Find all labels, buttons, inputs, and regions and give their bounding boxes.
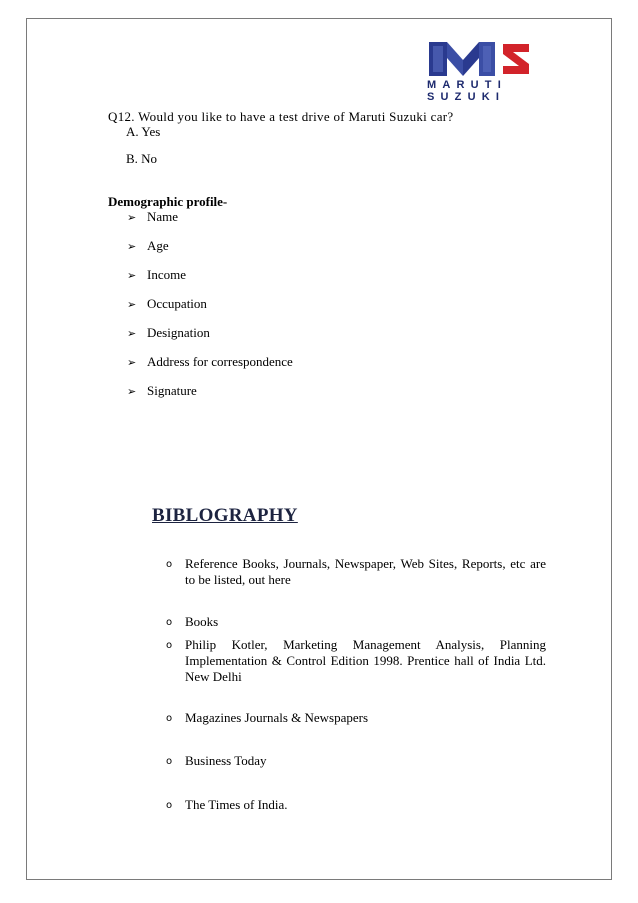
circle-bullet-icon: o xyxy=(166,800,173,811)
circle-bullet-icon: o xyxy=(166,559,173,570)
demographic-item: Occupation xyxy=(147,296,207,311)
arrow-bullet-icon: ➢ xyxy=(127,385,137,398)
demographic-item: Age xyxy=(147,238,169,253)
demographic-heading: Demographic profile- xyxy=(108,194,228,209)
demographic-item: Address for correspondence xyxy=(147,354,293,369)
logo-text-maruti: MARUTI xyxy=(427,79,507,91)
maruti-suzuki-emblem-icon xyxy=(425,40,535,78)
question-option-a: A. Yes xyxy=(126,124,161,139)
arrow-bullet-icon: ➢ xyxy=(127,298,137,311)
arrow-bullet-icon: ➢ xyxy=(127,240,137,253)
demographic-item: Income xyxy=(147,267,186,282)
circle-bullet-icon: o xyxy=(166,617,173,628)
circle-bullet-icon: o xyxy=(166,713,173,724)
bibliography-item: Magazines Journals & Newspapers xyxy=(185,710,369,725)
bibliography-item: Philip Kotler, Marketing Management Analysis, Planning Implementation & Control Edition 1998. Prentice hall of India Ltd. New Delhi xyxy=(185,637,546,684)
question-text: Q12. Would you like to have a test drive of Maruti Suzuki car? xyxy=(108,109,454,124)
arrow-bullet-icon: ➢ xyxy=(127,327,137,340)
arrow-bullet-icon: ➢ xyxy=(127,269,137,282)
arrow-bullet-icon: ➢ xyxy=(127,356,137,369)
question-option-b: B. No xyxy=(126,151,158,166)
bibliography-heading: BIBLOGRAPHY xyxy=(152,505,298,526)
bibliography-item: Books xyxy=(185,614,219,629)
logo-text-suzuki: SUZUKI xyxy=(427,91,506,103)
demographic-item: Name xyxy=(147,209,179,224)
circle-bullet-icon: o xyxy=(166,756,173,767)
circle-bullet-icon: o xyxy=(166,640,173,651)
bibliography-item: The Times of India. xyxy=(185,797,288,812)
bibliography-item: Reference Books, Journals, Newspaper, Web Sites, Reports, etc are to be listed, out here xyxy=(185,556,546,587)
page-border xyxy=(26,18,612,880)
demographic-item: Designation xyxy=(147,325,210,340)
bibliography-item: Business Today xyxy=(185,753,267,768)
maruti-suzuki-logo xyxy=(425,40,535,102)
demographic-item: Signature xyxy=(147,383,197,398)
arrow-bullet-icon: ➢ xyxy=(127,211,137,224)
